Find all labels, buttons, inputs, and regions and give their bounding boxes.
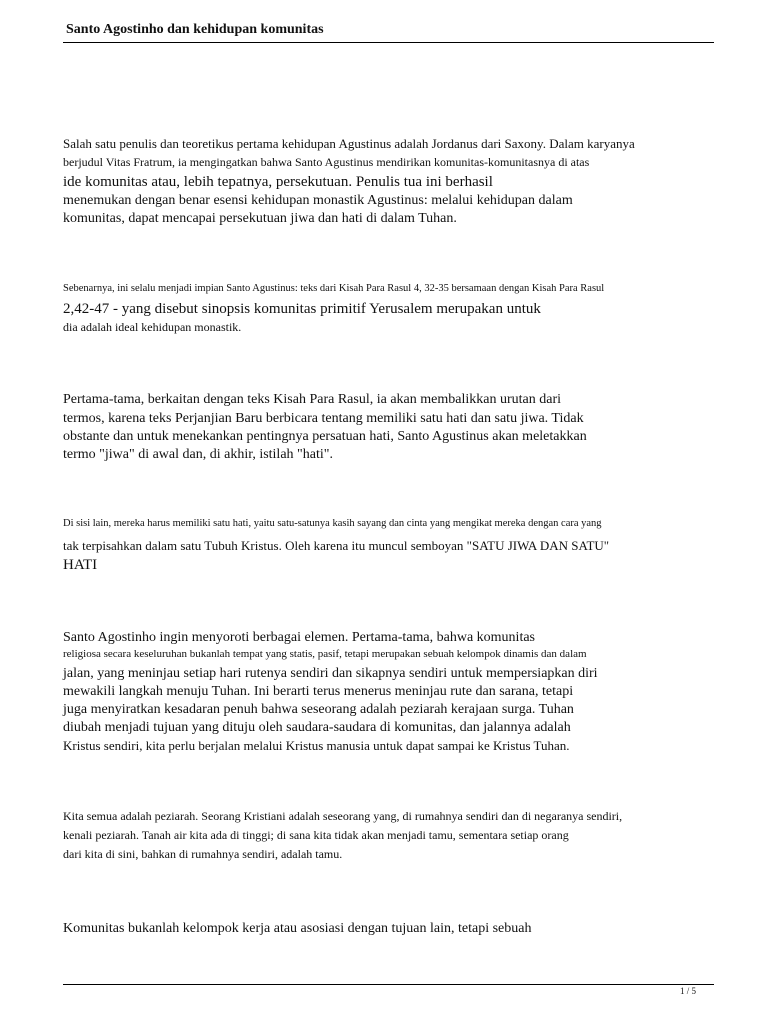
paragraph-3-line-1: Pertama-tama, berkaitan dengan teks Kisah Para Rasul, ia akan membalikkan urutan dari [63, 392, 561, 407]
paragraph-3-line-3: obstante dan untuk menekankan pentingnya persatuan hati, Santo Agustinus akan meletakkan [63, 429, 587, 444]
paragraph-7-line-1: Komunitas bukanlah kelompok kerja atau asosiasi dengan tujuan lain, tetapi sebuah [63, 921, 532, 936]
paragraph-6-line-2: kenali peziarah. Tanah air kita ada di tinggi; di sana kita tidak akan menjadi tamu, sementara setiap orang [63, 828, 569, 842]
paragraph-1-line-4: menemukan dengan benar esensi kehidupan monastik Agustinus: melalui kehidupan dalam [63, 193, 573, 208]
paragraph-2-line-3: dia adalah ideal kehidupan monastik. [63, 320, 242, 334]
paragraph-4-line-1: Di sisi lain, mereka harus memiliki satu hati, yaitu satu-satunya kasih sayang dan cinta yang mengikat mereka dengan cara yang [63, 518, 602, 529]
paragraph-1-line-1: Salah satu penulis dan teoretikus pertama kehidupan Agustinus adalah Jordanus dari Saxony. Dalam karyanya [63, 136, 635, 151]
paragraph-5-line-5: juga menyiratkan kesadaran penuh bahwa seseorang adalah peziarah kerajaan surga. Tuhan [63, 702, 574, 717]
header-divider [63, 42, 714, 43]
paragraph-2-line-2: 2,42-47 - yang disebut sinopsis komunitas primitif Yerusalem merupakan untuk [63, 301, 541, 317]
paragraph-5-line-7: Kristus sendiri, kita perlu berjalan melalui Kristus manusia untuk dapat sampai ke Kristus Tuhan. [63, 738, 570, 753]
running-header-title: Santo Agostinho dan kehidupan komunitas [66, 22, 324, 37]
paragraph-2-line-1: Sebenarnya, ini selalu menjadi impian Santo Agustinus: teks dari Kisah Para Rasul 4, 32-35 bersamaan dengan Kisah Para Rasul [63, 283, 605, 294]
paragraph-5-line-4: mewakili langkah menuju Tuhan. Ini berarti terus menerus meninjau rute dan sarana, tetapi [63, 684, 574, 699]
paragraph-4-line-3: HATI [63, 557, 98, 573]
paragraph-5-line-1: Santo Agostinho ingin menyoroti berbagai elemen. Pertama-tama, bahwa komunitas [63, 630, 536, 645]
paragraph-6-line-3: dari kita di sini, bahkan di rumahnya sendiri, adalah tamu. [63, 847, 343, 861]
paragraph-4-line-2: tak terpisahkan dalam satu Tubuh Kristus. Oleh karena itu muncul semboyan "SATU JIWA DAN SATU" [63, 538, 610, 553]
footer-divider [63, 984, 714, 985]
paragraph-1-line-2: berjudul Vitas Fratrum, ia mengingatkan bahwa Santo Agustinus mendirikan komunitas-komunitasnya di atas [63, 155, 590, 169]
paragraph-3-line-2: termos, karena teks Perjanjian Baru berbicara tentang memiliki satu hati dan satu jiwa. Tidak [63, 411, 584, 426]
paragraph-5-line-6: diubah menjadi tujuan yang dituju oleh saudara-saudara di komunitas, dan jalannya adalah [63, 720, 571, 735]
paragraph-1-line-3: ide komunitas atau, lebih tepatnya, persekutuan. Penulis tua ini berhasil [63, 174, 493, 190]
page-number: 1 / 5 [680, 986, 697, 996]
paragraph-5-line-3: jalan, yang meninjau setiap hari rutenya sendiri dan sikapnya sendiri untuk mempersiapkan diri [63, 666, 598, 681]
paragraph-3-line-4: termo "jiwa" di awal dan, di akhir, istilah "hati". [63, 447, 333, 462]
paragraph-1-line-5: komunitas, dapat mencapai persekutuan jiwa dan hati di dalam Tuhan. [63, 211, 457, 226]
paragraph-6-line-1: Kita semua adalah peziarah. Seorang Kristiani adalah seseorang yang, di rumahnya sendiri dan di negaranya sendiri, [63, 809, 623, 823]
paragraph-5-line-2: religiosa secara keseluruhan bukanlah tempat yang statis, pasif, tetapi merupakan sebuah kelompok dinamis dan dalam [63, 648, 587, 660]
